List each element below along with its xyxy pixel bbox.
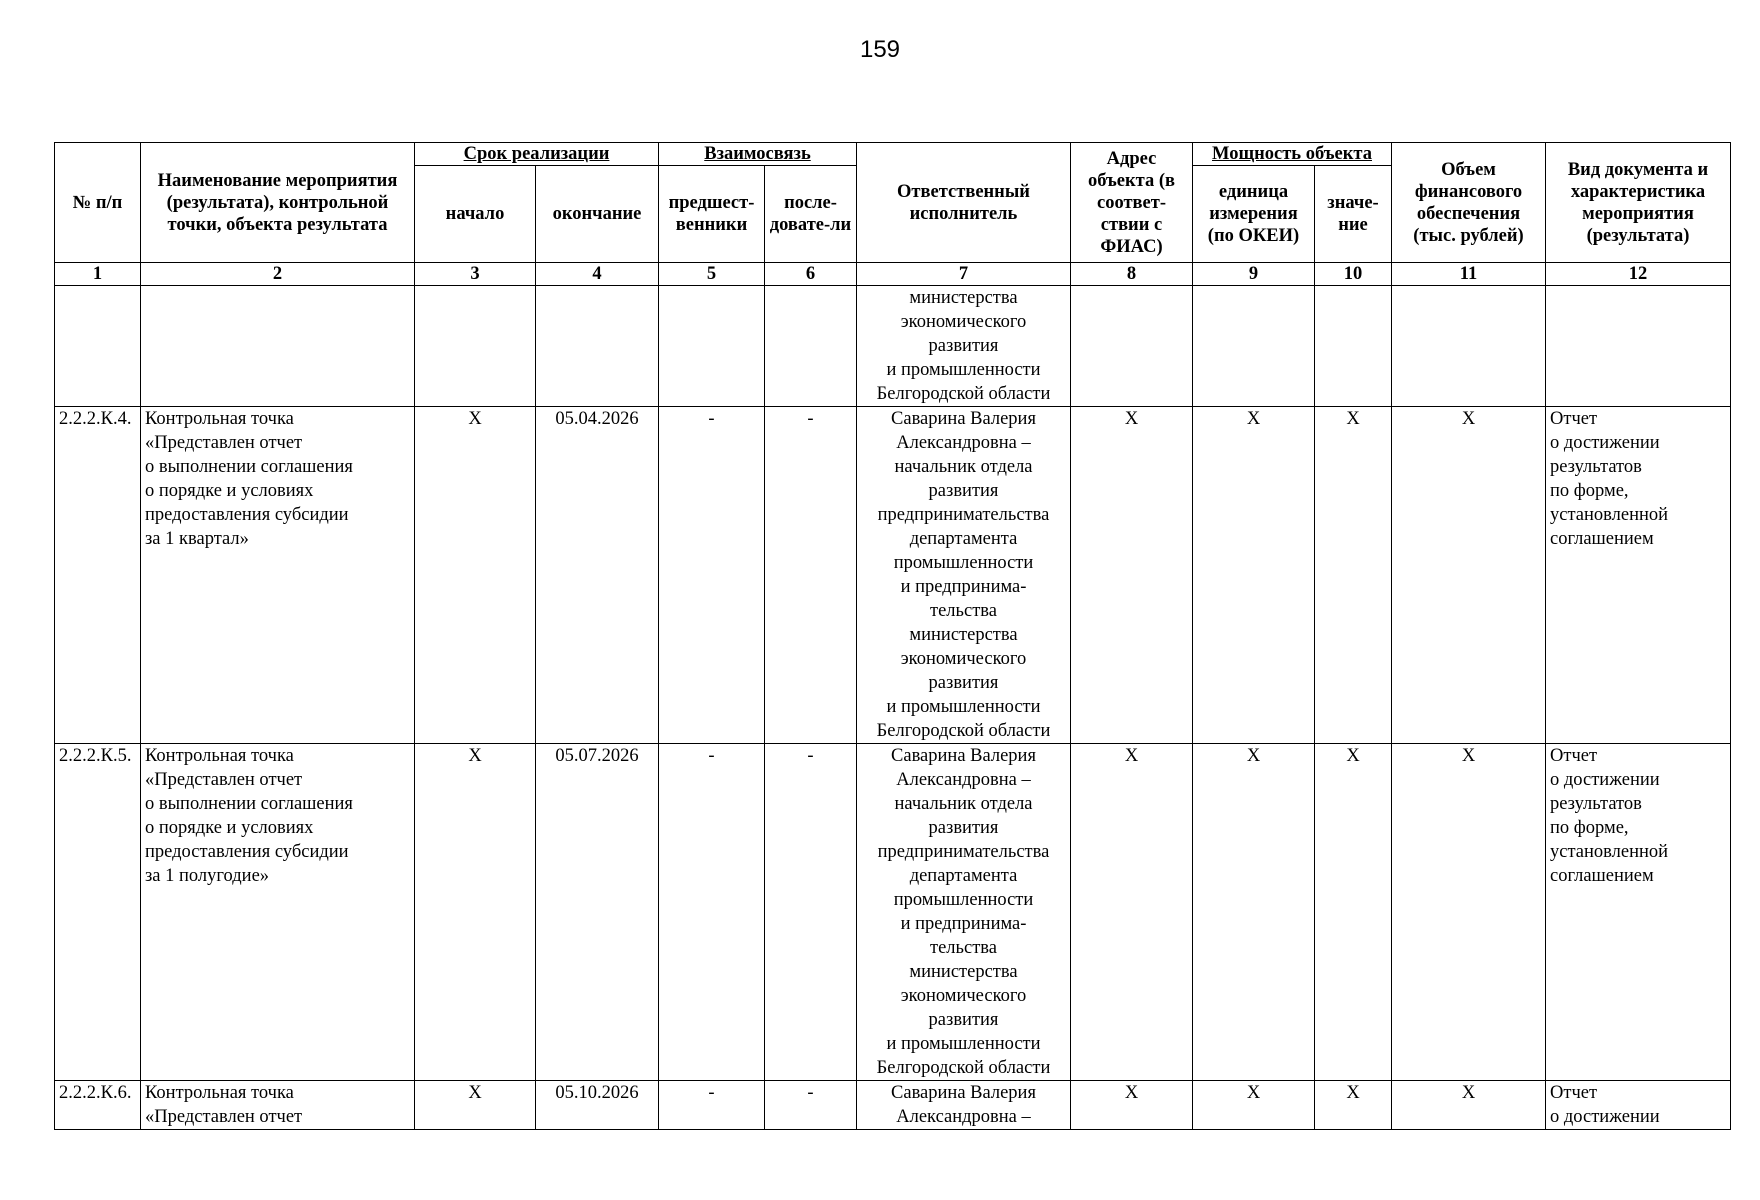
table-row (55, 1081, 1731, 1130)
header-responsible: Ответственный исполнитель (857, 143, 1071, 263)
header-term-end: окончание (536, 166, 659, 263)
cell-name: Контрольная точка «Представлен отчет о выполнении соглашения о порядке и условиях предоставления субсидии за 1 квартал» (141, 407, 415, 744)
cell-start: X (415, 1081, 536, 1130)
col-number: 8 (1071, 263, 1193, 286)
cell-end: 05.04.2026 (536, 407, 659, 744)
col-number: 10 (1315, 263, 1392, 286)
cell-unit: X (1193, 407, 1315, 744)
header-term-start: начало (415, 166, 536, 263)
col-number: 5 (659, 263, 765, 286)
cell-id (55, 286, 141, 407)
header-rel-next: после-довате-ли (765, 166, 857, 263)
cell-finance: X (1392, 407, 1546, 744)
cell-id: 2.2.2.К.5. (55, 744, 141, 1081)
cell-value (1315, 286, 1392, 407)
cell-prev: - (659, 1081, 765, 1130)
cell-doc: Отчет о достижении (1546, 1081, 1731, 1130)
cell-end (536, 286, 659, 407)
cell-prev: - (659, 407, 765, 744)
cell-address (1071, 286, 1193, 407)
cell-address: X (1071, 744, 1193, 1081)
header-term: Срок реализации (415, 143, 659, 166)
cell-start: X (415, 407, 536, 744)
table-row (55, 286, 1731, 407)
cell-prev: - (659, 744, 765, 1081)
cell-responsible: Саварина Валерия Александровна – начальник отдела развития предпринимательства департамента промышленности и предпринима- тельства министерства экономического развития и промышленности Белгородской области (857, 407, 1071, 744)
col-number: 1 (55, 263, 141, 286)
cell-unit (1193, 286, 1315, 407)
col-number: 2 (141, 263, 415, 286)
cell-name: Контрольная точка «Представлен отчет о выполнении соглашения о порядке и условиях предоставления субсидии за 1 полугодие» (141, 744, 415, 1081)
header-address: Адрес объекта (в соответ-ствии с ФИАС) (1071, 143, 1193, 263)
table-row (55, 407, 1731, 744)
header-finance: Объем финансового обеспечения (тыс. рублей) (1392, 143, 1546, 263)
cell-doc: Отчет о достижении результатов по форме, установленной соглашением (1546, 744, 1731, 1081)
header-relation: Взаимосвязь (659, 143, 857, 166)
page-number: 159 (859, 36, 901, 63)
activities-table (54, 142, 1731, 1130)
col-number: 4 (536, 263, 659, 286)
cell-doc (1546, 286, 1731, 407)
cell-name (141, 286, 415, 407)
col-number: 12 (1546, 263, 1731, 286)
table-row (55, 744, 1731, 1081)
cell-next: - (765, 407, 857, 744)
col-number: 11 (1392, 263, 1546, 286)
cell-id: 2.2.2.К.6. (55, 1081, 141, 1130)
cell-value: X (1315, 744, 1392, 1081)
cell-responsible: Саварина Валерия Александровна – начальник отдела развития предпринимательства департамента промышленности и предпринима- тельства министерства экономического развития и промышленности Белгородской области (857, 744, 1071, 1081)
cell-unit: X (1193, 744, 1315, 1081)
cell-finance: X (1392, 744, 1546, 1081)
header-cap-value: значе-ние (1315, 166, 1392, 263)
cell-address: X (1071, 1081, 1193, 1130)
cell-id: 2.2.2.К.4. (55, 407, 141, 744)
cell-value: X (1315, 407, 1392, 744)
cell-start (415, 286, 536, 407)
cell-value: X (1315, 1081, 1392, 1130)
cell-prev (659, 286, 765, 407)
cell-finance (1392, 286, 1546, 407)
col-number: 6 (765, 263, 857, 286)
cell-name: Контрольная точка «Представлен отчет (141, 1081, 415, 1130)
header-num: № п/п (55, 143, 141, 263)
cell-doc: Отчет о достижении результатов по форме, установленной соглашением (1546, 407, 1731, 744)
cell-next (765, 286, 857, 407)
header-name: Наименование мероприятия (результата), контрольной точки, объекта результата (141, 143, 415, 263)
cell-address: X (1071, 407, 1193, 744)
header-capacity: Мощность объекта (1193, 143, 1392, 166)
cell-responsible: Саварина Валерия Александровна – (857, 1081, 1071, 1130)
cell-next: - (765, 744, 857, 1081)
header-cap-unit: единица измерения (по ОКЕИ) (1193, 166, 1315, 263)
cell-responsible: министерства экономического развития и промышленности Белгородской области (857, 286, 1071, 407)
cell-unit: X (1193, 1081, 1315, 1130)
cell-next: - (765, 1081, 857, 1130)
cell-start: X (415, 744, 536, 1081)
col-number: 7 (857, 263, 1071, 286)
cell-finance: X (1392, 1081, 1546, 1130)
header-rel-prev: предшест-венники (659, 166, 765, 263)
col-number: 9 (1193, 263, 1315, 286)
cell-end: 05.10.2026 (536, 1081, 659, 1130)
header-doc: Вид документа и характеристика мероприятия (результата) (1546, 143, 1731, 263)
col-number: 3 (415, 263, 536, 286)
cell-end: 05.07.2026 (536, 744, 659, 1081)
